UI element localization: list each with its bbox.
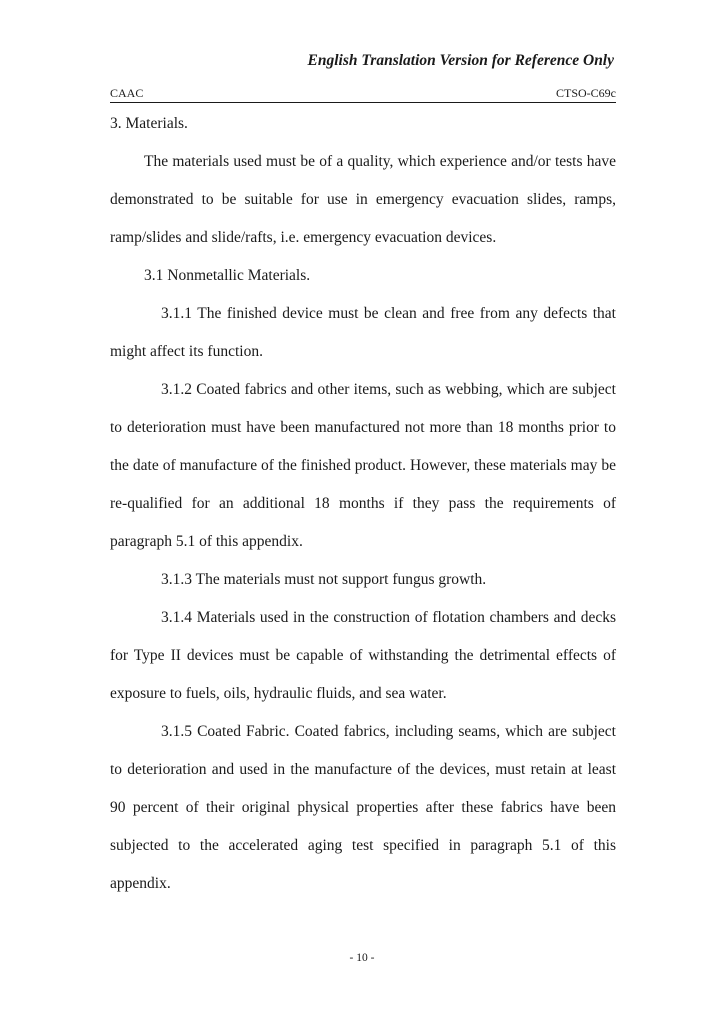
- paragraph-3-1-4: 3.1.4 Materials used in the construction of flotation chambers and decks for Type II devices must be capable of withstanding the detrimental effects of exposure to fuels, oils, hydraulic fluids, and sea water.: [110, 609, 616, 702]
- document-header-bar: [110, 86, 616, 103]
- paragraph-3-1-2: 3.1.2 Coated fabrics and other items, such as webbing, which are subject to deterioration must have been manufactured not more than 18 months prior to the date of manufacture of the finished product. However, these materials may be re-qualified for an additional 18 months if they pass the requirements of paragraph 5.1 of this appendix.: [110, 381, 616, 550]
- document-body: [110, 110, 616, 903]
- paragraph-3-1-3: 3.1.3 The materials must not support fungus growth.: [161, 571, 487, 588]
- section-title: 3. Materials.: [110, 115, 188, 132]
- subsection-title: 3.1 Nonmetallic Materials.: [144, 267, 311, 284]
- page-number: - 10 -: [349, 952, 375, 964]
- header-org-label: CAAC: [110, 86, 144, 100]
- paragraph-3-1-5: 3.1.5 Coated Fabric. Coated fabrics, including seams, which are subject to deterioration and used in the manufacture of the devices, must retain at least 90 percent of their original physical properties after these fabrics have been subjected to the accelerated aging test specified in paragraph 5.1 of this appendix.: [110, 723, 616, 892]
- paragraph-3-1-1: 3.1.1 The finished device must be clean and free from any defects that might affect its function.: [110, 305, 616, 360]
- document-header-title: English Translation Version for Reference Only: [307, 52, 614, 69]
- intro-paragraph: The materials used must be of a quality, which experience and/or tests have demonstrated to be suitable for use in emergency evacuation slides, ramps, ramp/slides and slide/rafts, i.e. emergency evacuation devices.: [110, 153, 616, 246]
- header-doc-id: CTSO-C69c: [556, 86, 616, 100]
